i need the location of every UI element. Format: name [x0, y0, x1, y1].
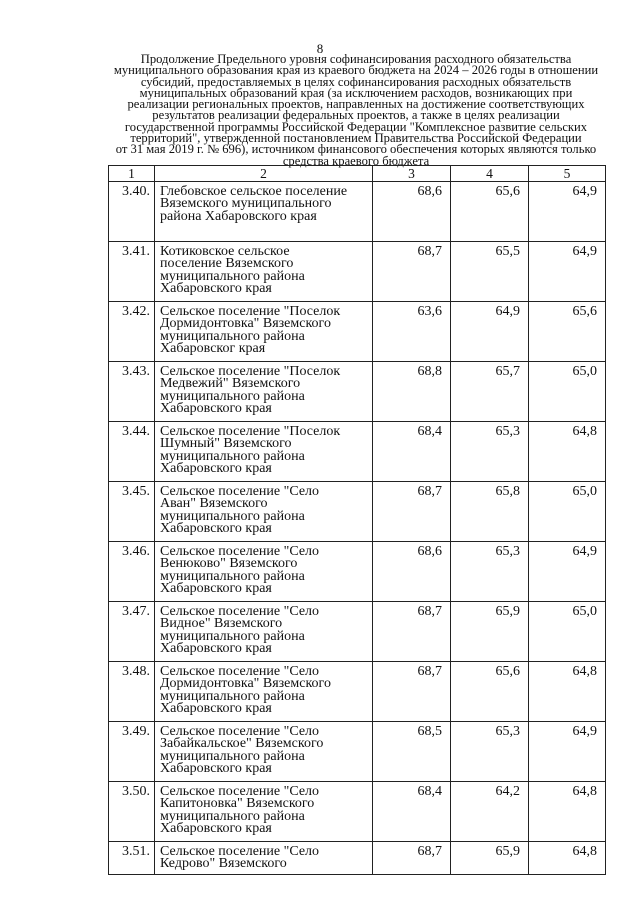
heading-line: территорий", утвержденной постановлением Правительства Российской Федерации [130, 131, 582, 146]
column-header: 2 [155, 166, 373, 182]
settlement-name-line: Кедрово" Вяземского [160, 856, 287, 872]
heading-line: результатов реализации федеральных проектов, а также в целях реализации [152, 108, 560, 123]
value-2025: 65,5 [451, 242, 529, 302]
value-2025: 65,7 [451, 362, 529, 422]
settlement-name-line: Котиковское сельское [160, 244, 290, 259]
settlement-name-line: Сельское поселение "Село [160, 544, 320, 559]
value-2024: 68,8 [373, 362, 451, 422]
value-2026: 64,9 [529, 182, 606, 242]
settlement-name [155, 242, 373, 302]
value-2026: 64,9 [529, 242, 606, 302]
heading-line: от 31 мая 2019 г. № 696), источником финансового обеспечения которых являются только [115, 142, 597, 157]
table-row [109, 842, 606, 875]
settlement-name-line: Сельское поселение "Село [160, 784, 320, 799]
row-number: 3.40. [109, 182, 155, 242]
settlement-name-line: Сельское поселение "Село [160, 604, 320, 619]
settlement-name-line: Сельское поселение "Поселок [160, 304, 341, 319]
value-2025: 65,3 [451, 542, 529, 602]
settlement-name-line: муниципального района [160, 388, 305, 404]
settlement-name-line: Дормидонтовка" Вяземского [160, 316, 331, 332]
row-number: 3.48. [109, 662, 155, 722]
settlement-name-line: Хабаровского края [160, 401, 272, 417]
table-row [109, 542, 606, 602]
settlement-name-line: Хабаровского края [160, 821, 272, 837]
row-number: 3.41. [109, 242, 155, 302]
value-2025: 65,3 [451, 422, 529, 482]
table-row [109, 182, 606, 242]
settlement-name-line: Шумный" Вяземского [160, 436, 292, 452]
settlement-name-line: Хабаровского края [160, 281, 272, 297]
settlement-name [155, 662, 373, 722]
row-number: 3.43. [109, 362, 155, 422]
table-row [109, 782, 606, 842]
settlement-name-line: муниципального района [160, 328, 305, 344]
row-number: 3.46. [109, 542, 155, 602]
value-2026: 64,8 [529, 782, 606, 842]
settlement-name-line: муниципального района [160, 508, 305, 524]
settlement-name-line: Медвежий" Вяземского [160, 376, 301, 392]
settlement-name-line: Капитоновка" Вяземского [160, 796, 315, 812]
settlement-name [155, 782, 373, 842]
row-number: 3.42. [109, 302, 155, 362]
heading-line: средства краевого бюджета [282, 153, 430, 168]
settlement-name-line: муниципального района [160, 748, 305, 764]
settlement-name-line: муниципального района [160, 808, 305, 824]
settlement-name-line: Сельское поселение "Село [160, 724, 320, 739]
heading-line: государственной программы Российской Федерации "Комплексное развитие сельских [124, 119, 588, 134]
settlement-name-line: Хабаровского края [160, 701, 272, 717]
column-header: 3 [373, 166, 451, 182]
settlement-name-line: Сельское поселение "Село [160, 664, 320, 679]
row-number: 3.51. [109, 842, 155, 875]
heading-line: Продолжение Предельного уровня софинансирования расходного обязательства [140, 52, 572, 66]
settlement-name [155, 482, 373, 542]
settlement-name-line: Сельское поселение "Село [160, 484, 320, 499]
settlement-name-line: поселение Вяземского [160, 256, 294, 272]
settlement-name-line: Хабаровского края [160, 521, 272, 537]
settlement-name-line: Видное" Вяземского [160, 616, 283, 632]
value-2026: 64,9 [529, 722, 606, 782]
row-number: 3.44. [109, 422, 155, 482]
value-2026: 65,6 [529, 302, 606, 362]
co-financing-table [108, 165, 606, 875]
column-header: 1 [109, 166, 155, 182]
value-2026: 65,0 [529, 602, 606, 662]
value-2025: 65,9 [451, 842, 529, 875]
table-row [109, 482, 606, 542]
table-row [109, 242, 606, 302]
settlement-name [155, 182, 373, 242]
settlement-name-line: Сельское поселение "Село [160, 844, 320, 859]
heading-line: муниципальных образований края (за исключением расходов, возникающих при [139, 85, 573, 100]
heading-line: муниципального образования края из краевого бюджета на 2024 – 2026 годы в отношении [113, 63, 599, 78]
settlement-name [155, 362, 373, 422]
settlement-name-line: Хабаровского края [160, 641, 272, 657]
value-2025: 65,8 [451, 482, 529, 542]
settlement-name-line: Вяземского муниципального [160, 196, 332, 212]
settlement-name-line: Сельское поселение "Поселок [160, 364, 341, 379]
table-header-row [109, 166, 606, 182]
value-2025: 64,9 [451, 302, 529, 362]
value-2024: 68,7 [373, 602, 451, 662]
settlement-name-line: района Хабаровского края [160, 208, 317, 224]
heading-line: субсидий, предоставляемых в целях софинансирования расходных обязательств [140, 74, 572, 89]
settlement-name-line: муниципального района [160, 448, 305, 464]
table-row [109, 602, 606, 662]
settlement-name-line: Забайкальское" Вяземского [160, 736, 324, 752]
settlement-name-line: Сельское поселение "Поселок [160, 424, 341, 439]
settlement-name-line: Хабаровского края [160, 761, 272, 777]
settlement-name [155, 602, 373, 662]
settlement-name-line: Хабаровского края [160, 581, 272, 597]
settlement-name [155, 842, 373, 875]
table-row [109, 362, 606, 422]
value-2025: 65,3 [451, 722, 529, 782]
value-2026: 65,0 [529, 362, 606, 422]
value-2024: 68,6 [373, 182, 451, 242]
column-header: 4 [451, 166, 529, 182]
table-row [109, 422, 606, 482]
value-2024: 68,7 [373, 242, 451, 302]
column-header: 5 [529, 166, 606, 182]
document-heading [108, 54, 604, 167]
settlement-name-line: муниципального района [160, 268, 305, 284]
value-2024: 68,6 [373, 542, 451, 602]
value-2026: 64,8 [529, 662, 606, 722]
settlement-name-line: муниципального района [160, 568, 305, 584]
settlement-name [155, 302, 373, 362]
table-row [109, 662, 606, 722]
value-2025: 65,6 [451, 182, 529, 242]
row-number: 3.50. [109, 782, 155, 842]
value-2024: 68,7 [373, 482, 451, 542]
value-2026: 64,8 [529, 422, 606, 482]
value-2026: 65,0 [529, 482, 606, 542]
value-2025: 64,2 [451, 782, 529, 842]
settlement-name-line: Хабаровского края [160, 461, 272, 477]
settlement-name-line: Аван" Вяземского [160, 496, 268, 512]
value-2024: 68,7 [373, 842, 451, 875]
value-2024: 68,5 [373, 722, 451, 782]
settlement-name-line: муниципального района [160, 628, 305, 644]
settlement-name-line: Хабаровског края [160, 341, 266, 357]
settlement-name-line: Венюково" Вяземского [160, 556, 298, 572]
heading-line: реализации региональных проектов, направленных на достижение соответствующих [127, 97, 585, 112]
page-number: 8 [316, 41, 324, 56]
value-2024: 63,6 [373, 302, 451, 362]
table-row [109, 302, 606, 362]
value-2026: 64,8 [529, 842, 606, 875]
row-number: 3.45. [109, 482, 155, 542]
value-2026: 64,9 [529, 542, 606, 602]
row-number: 3.49. [109, 722, 155, 782]
value-2025: 65,9 [451, 602, 529, 662]
value-2025: 65,6 [451, 662, 529, 722]
value-2024: 68,7 [373, 662, 451, 722]
value-2024: 68,4 [373, 782, 451, 842]
settlement-name [155, 542, 373, 602]
settlement-name [155, 722, 373, 782]
settlement-name-line: Глебовское сельское поселение [160, 184, 348, 199]
value-2024: 68,4 [373, 422, 451, 482]
settlement-name-line: муниципального района [160, 688, 305, 704]
settlement-name [155, 422, 373, 482]
settlement-name-line: Дормидонтовка" Вяземского [160, 676, 331, 692]
row-number: 3.47. [109, 602, 155, 662]
table-row [109, 722, 606, 782]
